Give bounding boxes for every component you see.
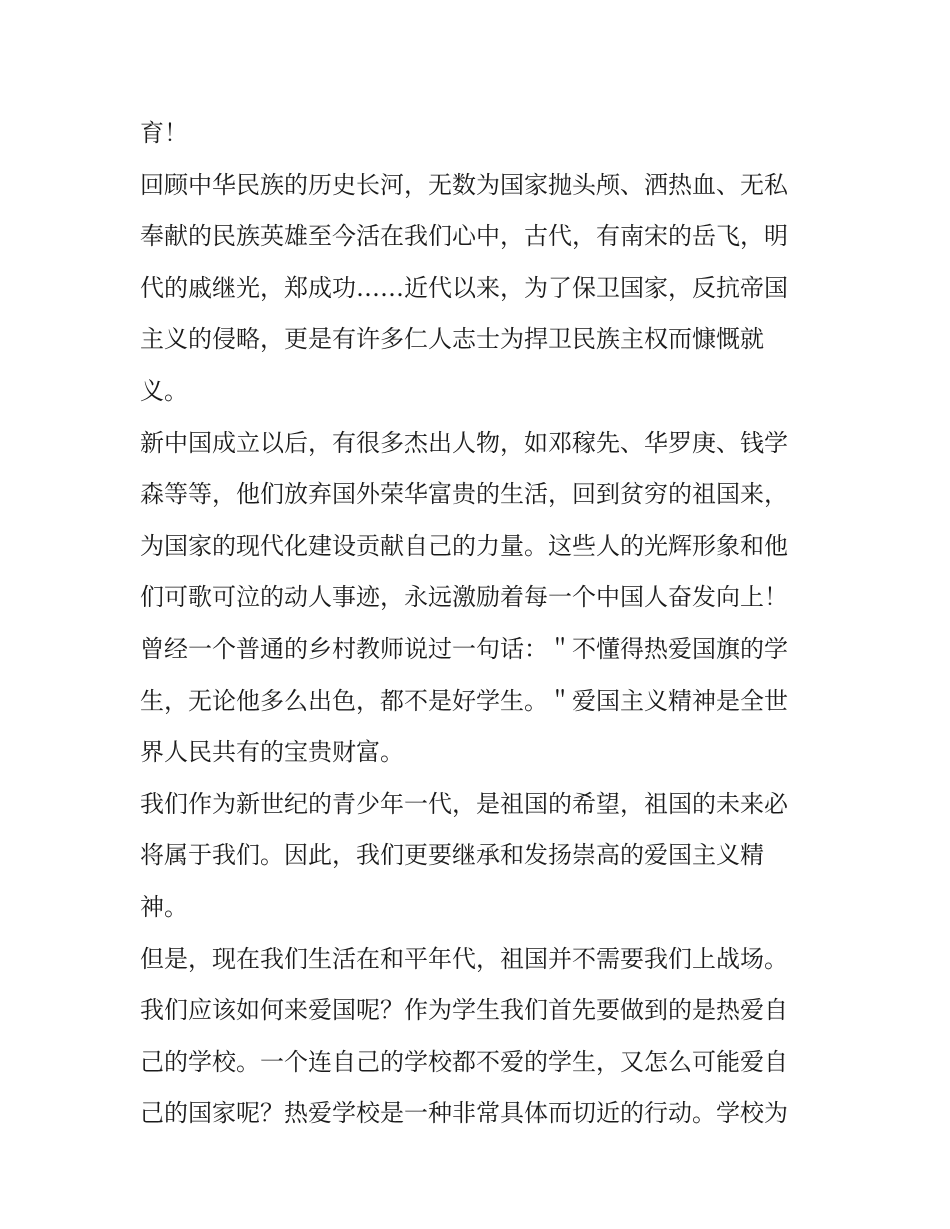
text-line: 界人民共有的宝贵财富。 bbox=[140, 738, 404, 767]
text-line: 曾经一个普通的乡村教师说过一句话：＂不懂得热爱国旗的学 bbox=[140, 634, 788, 663]
text-line: 育！ bbox=[140, 119, 188, 147]
text-line: 义。 bbox=[140, 376, 188, 405]
text-line: 我们应该如何来爱国呢？作为学生我们首先要做到的是热爱自 bbox=[140, 996, 788, 1025]
text-line: 己的国家呢？热爱学校是一种非常具体而切近的行动。学校为 bbox=[140, 1099, 788, 1128]
text-line: 森等等，他们放弃国外荣华富贵的生活，回到贫穷的祖国来， bbox=[140, 480, 788, 509]
text-line: 神。 bbox=[140, 892, 188, 921]
text-line: 代的戚继光，郑成功……近代以来，为了保卫国家，反抗帝国 bbox=[140, 273, 788, 302]
text-line: 我们作为新世纪的青少年一代，是祖国的希望，祖国的未来必 bbox=[140, 789, 788, 818]
text-line: 新中国成立以后，有很多杰出人物，如邓稼先、华罗庚、钱学 bbox=[140, 428, 788, 457]
text-line: 己的学校。一个连自己的学校都不爱的学生，又怎么可能爱自 bbox=[140, 1047, 788, 1076]
text-line: 但是，现在我们生活在和平年代，祖国并不需要我们上战场。 bbox=[140, 944, 788, 973]
text-line: 回顾中华民族的历史长河，无数为国家抛头颅、洒热血、无私 bbox=[140, 170, 788, 199]
text-line: 将属于我们。因此，我们更要继承和发扬崇高的爱国主义精 bbox=[140, 841, 764, 870]
text-line: 们可歌可泣的动人事迹，永远激励着每一个中国人奋发向上！ bbox=[140, 583, 788, 612]
text-line: 生，无论他多么出色，都不是好学生。＂爱国主义精神是全世 bbox=[140, 686, 788, 715]
text-line: 为国家的现代化建设贡献自己的力量。这些人的光辉形象和他 bbox=[140, 531, 788, 560]
body-text bbox=[140, 108, 820, 1140]
text-line: 奉献的民族英雄至今活在我们心中，古代，有南宋的岳飞，明 bbox=[140, 222, 788, 251]
text-line: 主义的侵略，更是有许多仁人志士为捍卫民族主权而慷慨就 bbox=[140, 325, 764, 354]
